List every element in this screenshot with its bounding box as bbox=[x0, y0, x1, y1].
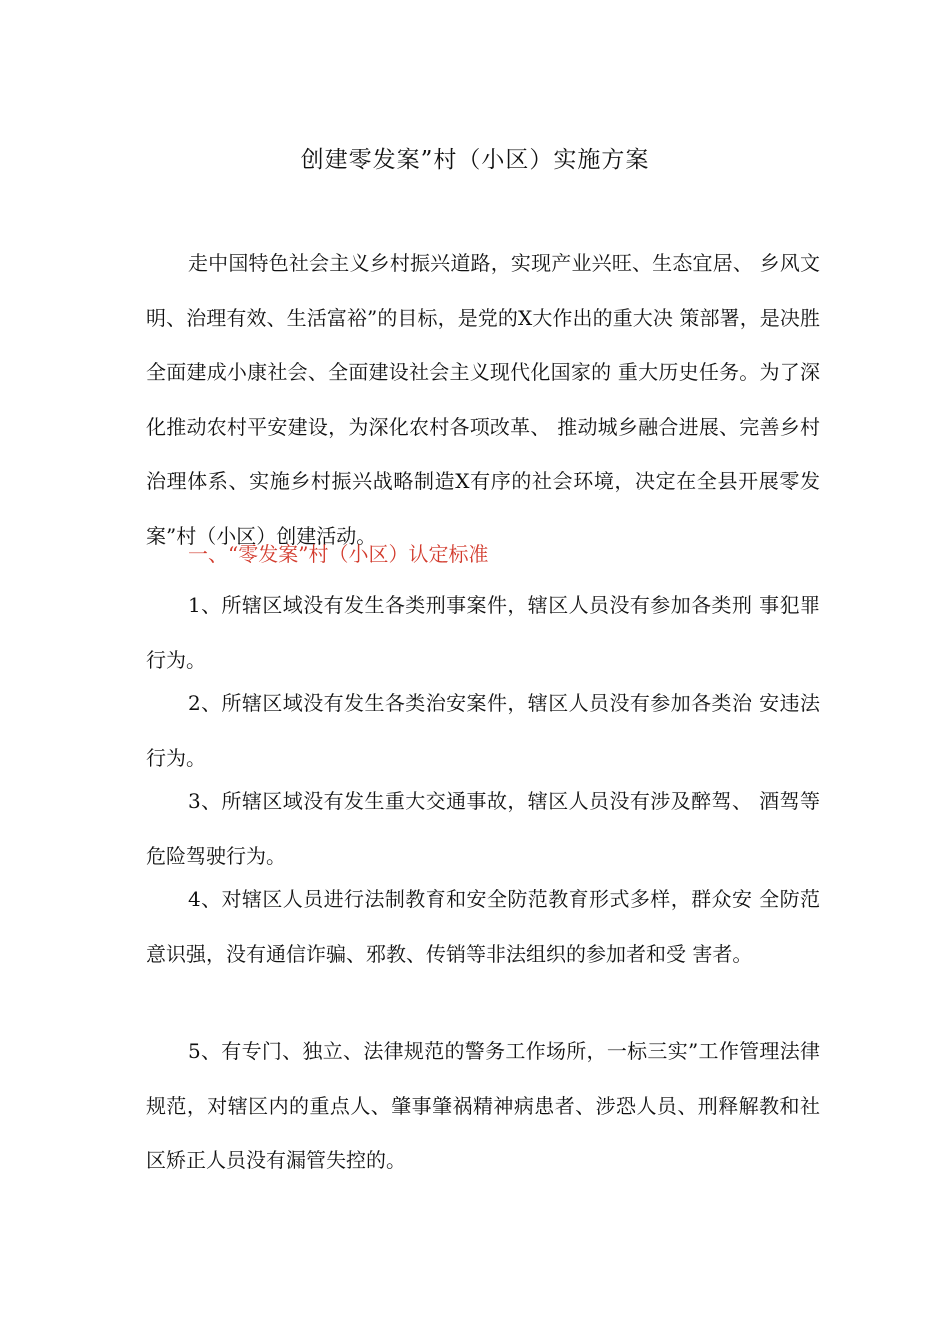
criterion-item-4: 4、对辖区人员进行法制教育和安全防范教育形式多样，群众安 全防范意识强，没有通信诈骗、邪教、传销等非法组织的参加者和受 害者。 bbox=[146, 887, 820, 966]
criterion-item-3: 3、所辖区域没有发生重大交通事故，辖区人员没有涉及醉驾、 酒驾等危险驾驶行为。 bbox=[146, 789, 820, 868]
section-heading: 一、“零发案”村（小区）认定标准 bbox=[188, 542, 489, 566]
criterion-item-2: 2、所辖区域没有发生各类治安案件，辖区人员没有参加各类治 安违法行为。 bbox=[146, 691, 820, 770]
intro-paragraph: 走中国特色社会主义乡村振兴道路，实现产业兴旺、生态宜居、 乡风文明、治理有效、生活富裕”的目标，是党的X大作出的重大决 策部署，是决胜全面建成小康社会、全面建设社会主义现代化国家的 重大历史任务。为了深化推动农村平安建设，为深化农村各项改革、 推动城乡融合进展、完善乡村治理体系、实施乡村振兴战略制造X有序的社会环境，决定在全县开展零发案”村（小区）创建活动。 bbox=[146, 251, 820, 548]
document-title: 创建零发案”村（小区）实施方案 bbox=[300, 147, 650, 173]
criterion-item-1: 1、所辖区域没有发生各类刑事案件，辖区人员没有参加各类刑 事犯罪行为。 bbox=[146, 593, 820, 672]
criterion-item-5: 5、有专门、独立、法律规范的警务工作场所，一标三实”工作管理法律规范，对辖区内的重点人、肇事肇祸精神病患者、涉恐人员、刑释解教和社区矫正人员没有漏管失控的。 bbox=[146, 1039, 820, 1172]
